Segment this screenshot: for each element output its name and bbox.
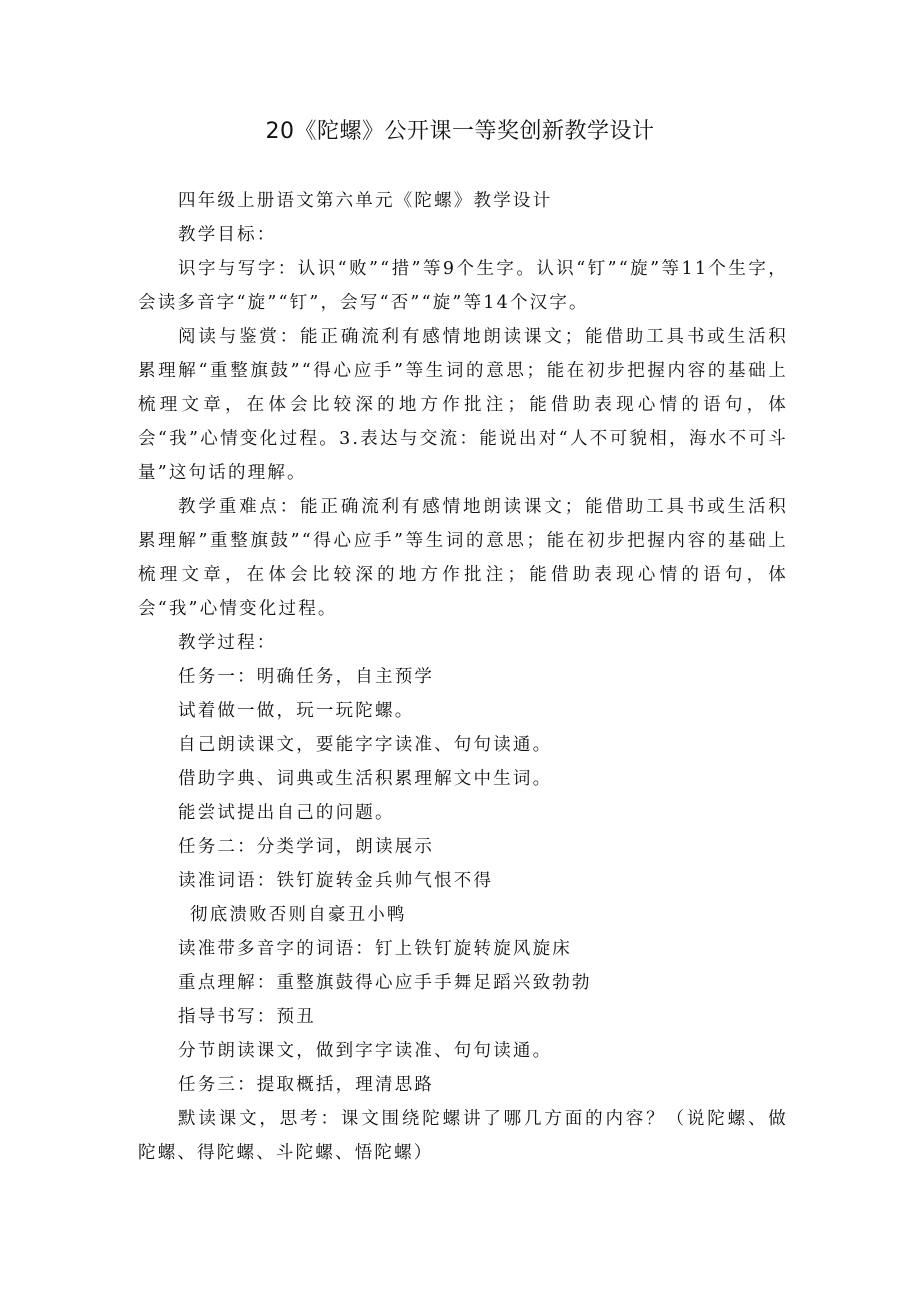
paragraph-intro: 四年级上册语文第六单元《陀螺》教学设计 xyxy=(178,191,553,211)
paragraph-silent-reading: 默读课文，思考：课文围绕陀螺讲了哪几方面的内容？（说陀螺、做陀螺、得陀螺、斗陀螺、悟陀螺） xyxy=(138,1109,788,1163)
task-three-heading: 任务三：提取概括，理清思路 xyxy=(178,1075,435,1095)
list-item: 分节朗读课文，做到字字读准、句句读通。 xyxy=(178,1041,553,1061)
polyphone-vocabulary-line: 读准带多音字的词语：钉上铁钉旋转旋风旋床 xyxy=(178,939,572,959)
paragraph-literacy-writing: 识字与写字：认识“败”“措”等9个生字。认识“钉”“旋”等11个生字，会读多音字“旋”“钉”，会写“否”“旋”等14个汉字。 xyxy=(138,259,788,313)
heading-teaching-goals: 教学目标： xyxy=(178,225,277,245)
paragraph-key-difficulties: 教学重难点：能正确流利有感情地朗读课文；能借助工具书或生活积累理解”重整旗鼓”“得心应手”等生词的意思；能在初步把握内容的基础上梳理文章，在体会比较深的地方作批注；能借助表现心情的语句，体会“我”心情变化过程。 xyxy=(138,497,788,619)
list-item: 借助字典、词典或生活积累理解文中生词。 xyxy=(178,769,553,789)
list-item: 能尝试提出自己的问题。 xyxy=(178,803,395,823)
writing-guidance-line: 指导书写：预丑 xyxy=(178,1007,316,1027)
list-item: 试着做一做，玩一玩陀螺。 xyxy=(178,701,415,721)
task-two-heading: 任务二：分类学词，朗读展示 xyxy=(178,837,435,857)
key-understanding-line: 重点理解：重整旗鼓得心应手手舞足蹈兴致勃勃 xyxy=(178,973,592,993)
document-body xyxy=(138,184,788,1170)
vocabulary-line-continued: 彻底溃败否则自豪丑小鸭 xyxy=(190,905,407,925)
vocabulary-line: 读准词语：铁钉旋转金兵帅气恨不得 xyxy=(178,871,494,891)
document-title: 20《陀螺》公开课一等奖创新教学设计 xyxy=(265,119,655,144)
heading-teaching-process: 教学过程： xyxy=(178,633,277,653)
task-one-heading: 任务一：明确任务，自主预学 xyxy=(178,667,435,687)
list-item: 自己朗读课文，要能字字读准、句句读通。 xyxy=(178,735,553,755)
paragraph-reading-appreciation: 阅读与鉴赏：能正确流利有感情地朗读课文；能借助工具书或生活积累理解“重整旗鼓”“得心应手”等生词的意思；能在初步把握内容的基础上梳理文章，在体会比较深的地方作批注；能借助表现心情的语句，体会“我”心情变化过程。3.表达与交流：能说出对“人不可貌相，海水不可斗量”这句话的理解。 xyxy=(138,327,788,483)
